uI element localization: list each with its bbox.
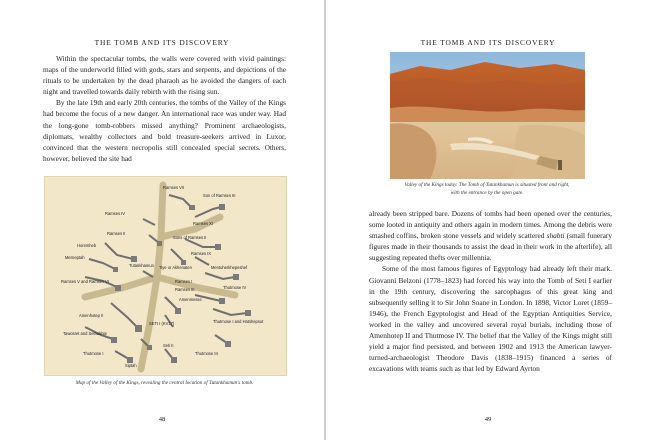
page-number: 49 <box>484 416 492 423</box>
map-label: Siptah <box>125 363 137 368</box>
paragraph-text: (small funerary figures made in their thousands to assist the dead in their work in the afterlife), all suggesting repeated thefts over millennia. <box>369 231 612 263</box>
map-label: Ramses I <box>175 279 193 284</box>
map-label: Ramses XI <box>193 221 214 226</box>
running-head: THE TOMB AND ITS DISCOVERY <box>420 38 556 47</box>
photo-caption-line: with the entrance by the open gate. <box>450 190 524 196</box>
map-label: Thutmose IV <box>223 285 247 290</box>
paragraph: By the late 19th and early 20th centuries, the tombs of the Valley of the Kings had become the focus of a new danger. An international race was under way. Had the long-gone tomb-robbers missed anything? Prominent archaeologists, diplomats, wealthy collectors and bold treasure-seekers arrived in Luxor, convinced that the western necropolis still concealed special secrets. Others, however, believed the site had <box>43 98 286 163</box>
valley-map <box>44 176 287 376</box>
map-caption: Map of the Valley of the Kings, revealing the central location of Tutankhamun's tomb. <box>75 380 254 386</box>
map-label: Seti II <box>163 343 174 348</box>
map-label: Tiye or Akhenaten <box>159 265 192 270</box>
map-label: Ramses V and Ramses VI <box>61 279 110 284</box>
map-label: Merneptah <box>65 255 85 260</box>
paragraph: Within the spectacular tombs, the walls were covered with vivid paintings: maps of the underworld filled with gods, stars and serpents, and depictions of the rituals to be undertaken by the dead pharaoh as he avoided the dangers of each night and travelled towards daily rebirth with the rising sun. <box>43 54 286 97</box>
right-page <box>326 0 650 440</box>
map-label: Thutmose III <box>195 351 218 356</box>
map-label: Amenhotep II <box>79 313 104 318</box>
body-text <box>369 208 612 374</box>
paragraph: Some of the most famous figures of Egyptology had already left their mark. Giovanni Belzoni (1778–1823) had forced his way into the Tomb of Seti I earlier in the 19th century, discovering the sarcophagus of this great king and subsequently selling it to Sir John Soane in London. In 1898, Victor Loret (1859–1946), the French Egyptologist and Head of the Egyptian Antiquities Service, worked in the valley and uncovered several royal burials, including those of Amenhotep II and Thutmose IV. The belief that the Valley of the Kings might still yield a major find persisted, and between 1902 and 1913 the American lawyer-turned-archaeologist Theodore Davis (1838–1915) financed a series of excavations with teams such as that led by Edward Ayrton <box>369 264 612 374</box>
map-label: Thutmose I <box>83 351 104 356</box>
page-number: 48 <box>158 416 166 423</box>
body-text <box>43 53 286 164</box>
italic-term: shabti <box>546 231 565 241</box>
map-label: Ramses IV <box>105 211 126 216</box>
map-label: Ramses III <box>175 287 195 292</box>
map-label: Horemheb <box>77 243 97 248</box>
map-label: Tawosret and Setnakhte <box>63 331 107 336</box>
photo-caption-line: Valley of the Kings today. The Tomb of Tutankhamun is situated front and right, <box>404 182 570 188</box>
map-label: Son of Ramses III <box>203 193 236 198</box>
paragraph <box>369 208 612 263</box>
map-label: Sons of Ramses II <box>173 235 207 240</box>
paragraph-text: already been stripped bare. Dozens of tombs had been opened over the centuries, some looted in antiquity and others again in modern times. Among the debris were smashed coffins, broken stone vessels and widely scattered <box>369 209 612 241</box>
map-label: Ramses IX <box>191 251 212 256</box>
map-label: Ramses VII <box>163 185 185 190</box>
running-head: THE TOMB AND ITS DISCOVERY <box>94 38 230 47</box>
map-label: SETI I (KV17) <box>149 321 175 326</box>
valley-photo <box>390 52 585 179</box>
photo-drawing <box>390 52 585 179</box>
left-page <box>0 0 324 440</box>
map-drawing <box>45 177 286 375</box>
map-label: Tutankhamun <box>129 263 154 268</box>
map-label: Amenmesse <box>179 297 202 302</box>
map-label: Mentuherkhepeshef <box>211 265 248 270</box>
map-label: Ramses II <box>107 231 126 236</box>
map-label: Thutmose I and Hatshepsut <box>213 319 264 324</box>
photo-caption <box>374 181 600 197</box>
